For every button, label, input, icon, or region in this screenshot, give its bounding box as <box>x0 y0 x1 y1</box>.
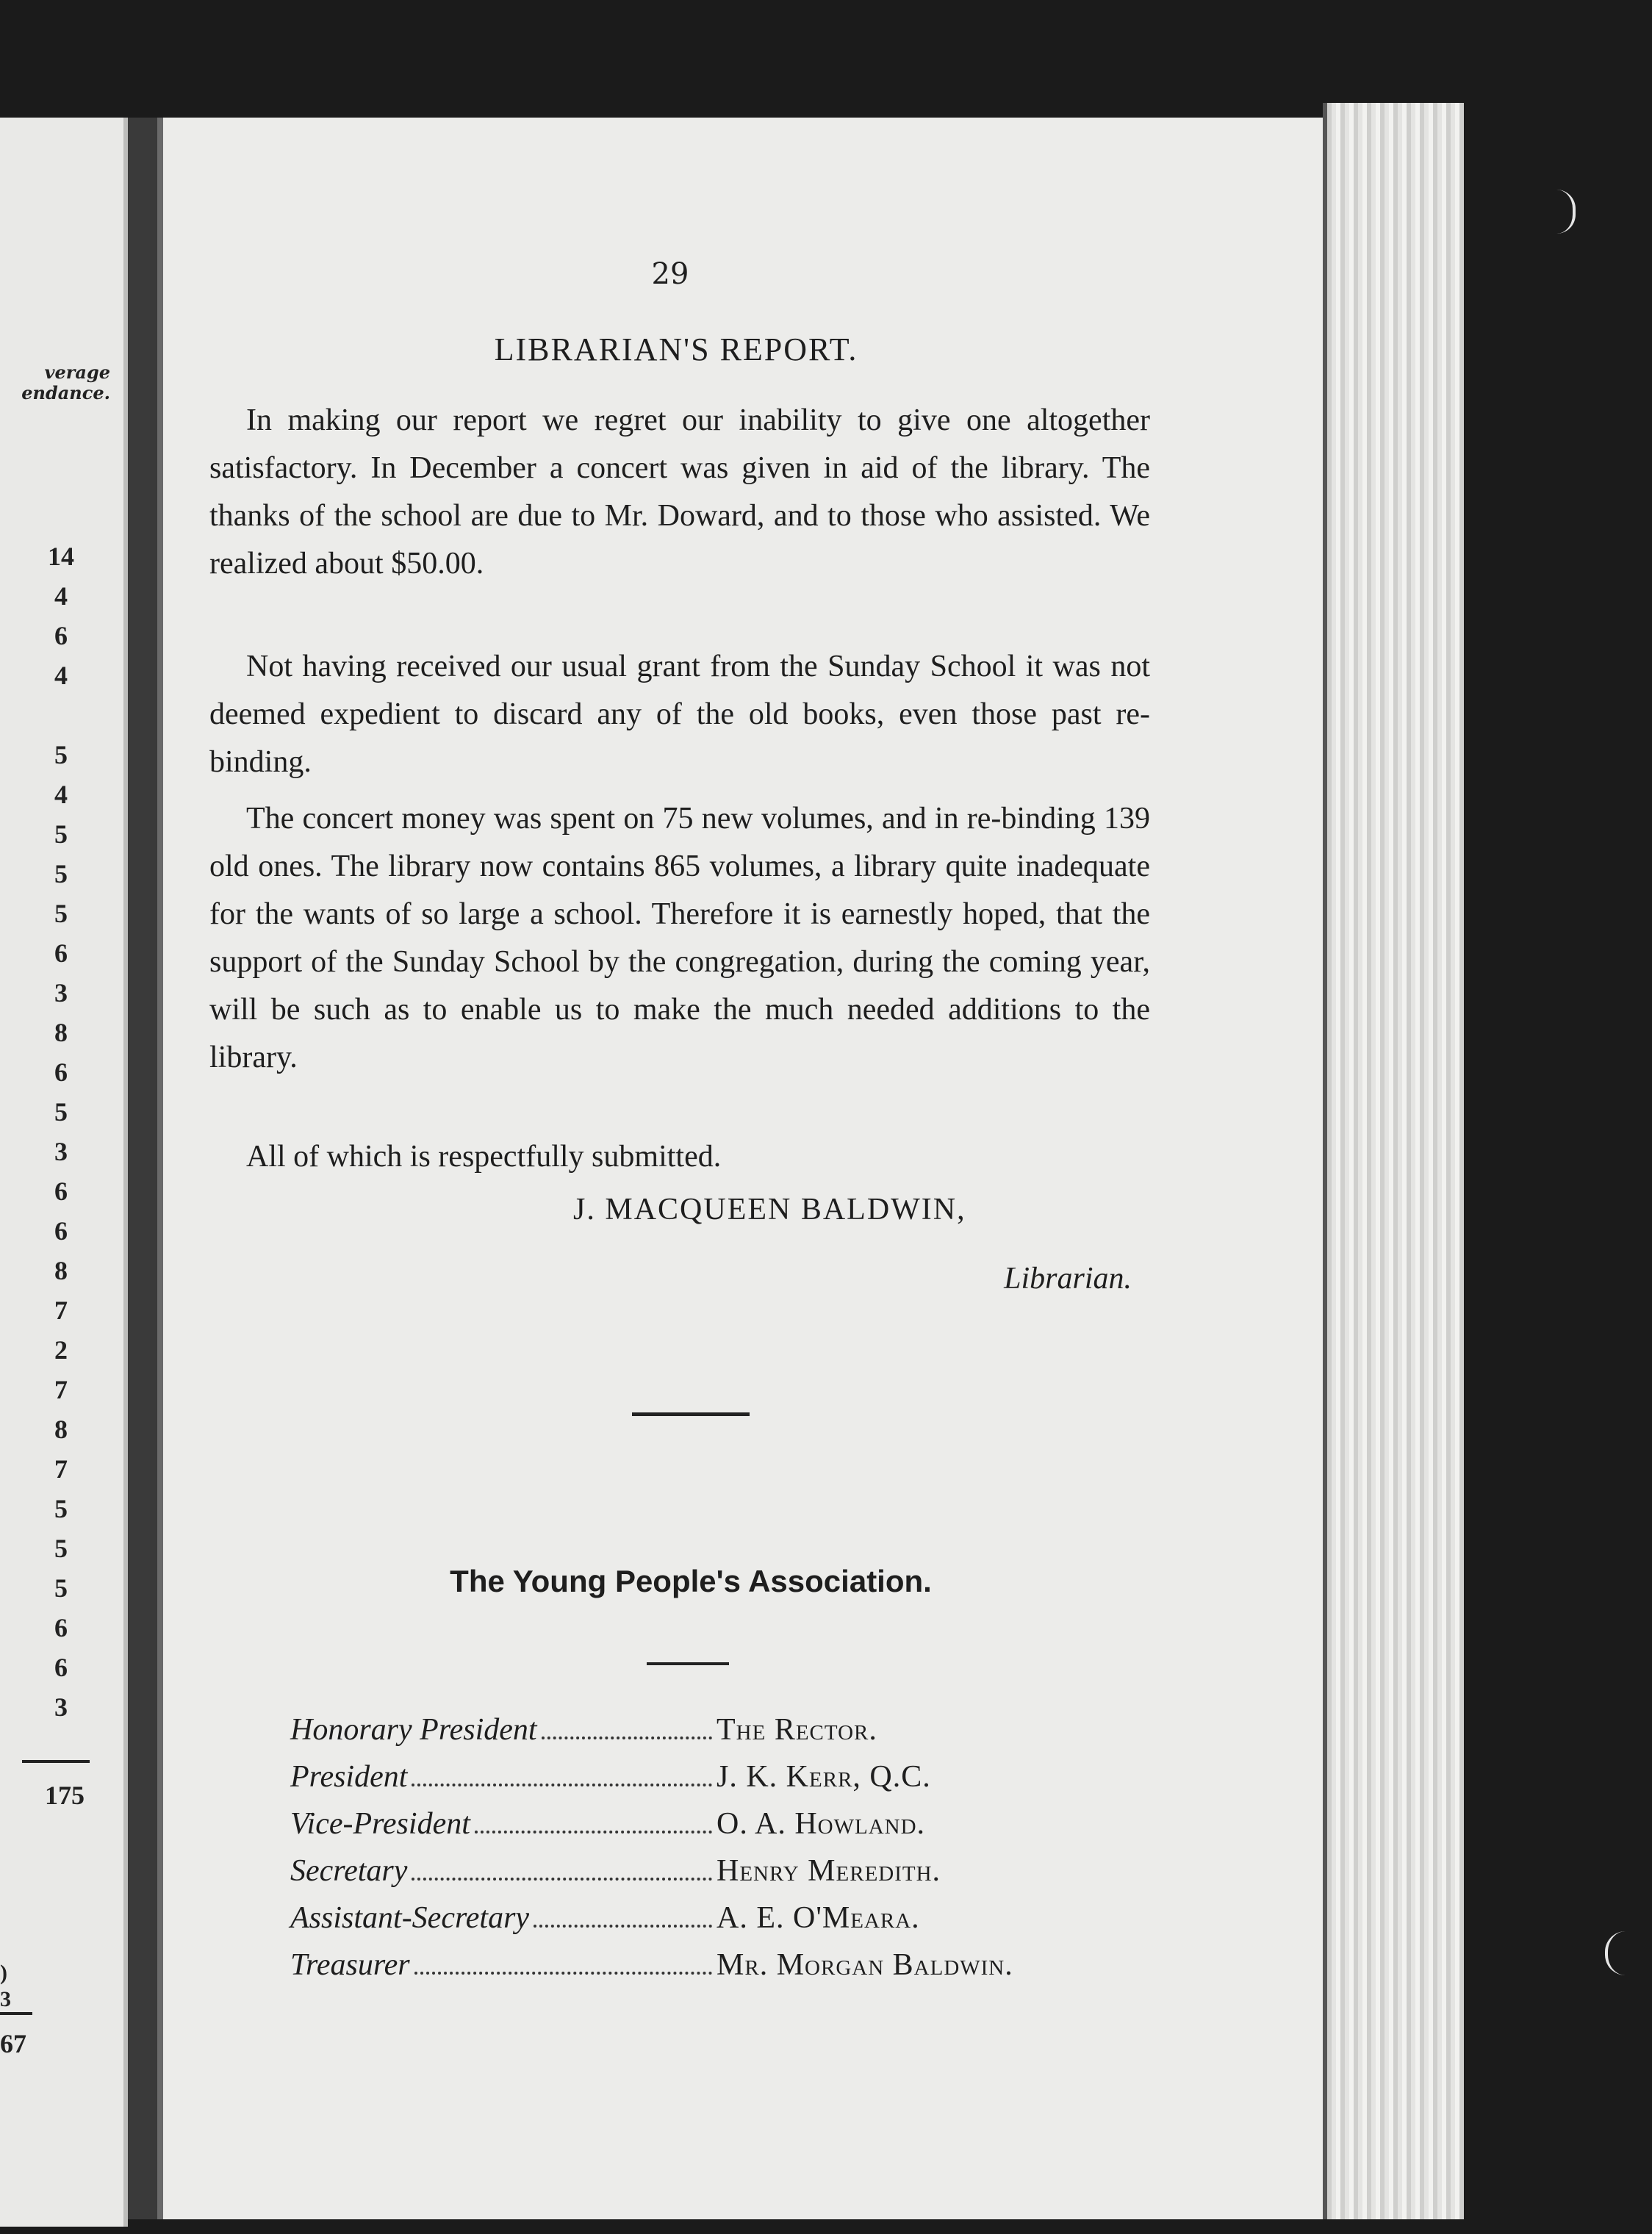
attendance-value: 5 <box>54 1097 68 1127</box>
attendance-value: 2 <box>54 1335 68 1365</box>
attendance-value: 5 <box>54 1534 68 1563</box>
signature-name: J. MACQUEEN BALDWIN, <box>573 1193 966 1226</box>
officer-name: The Rector. <box>717 1713 877 1747</box>
report-paragraph: All of which is respectfully submitted. <box>246 1140 722 1174</box>
previous-page-column-header <box>0 362 110 403</box>
cut-off-mark: ) <box>0 1961 7 1985</box>
association-heading: The Young People's Association. <box>450 1564 932 1598</box>
report-title: LIBRARIAN'S REPORT. <box>494 331 858 367</box>
cut-off-mark: 3 <box>0 1987 11 2011</box>
page-number: 29 <box>651 257 689 291</box>
attendance-value: 6 <box>54 1177 68 1206</box>
attendance-value: 6 <box>54 1216 68 1246</box>
attendance-value: 3 <box>54 1137 68 1166</box>
officer-row <box>290 1900 1128 1947</box>
attendance-column <box>35 536 87 1727</box>
total-rule <box>22 1760 90 1763</box>
heading-divider <box>647 1662 729 1665</box>
dot-leader <box>412 1784 712 1786</box>
attendance-value: 6 <box>54 1653 68 1682</box>
officer-name: J. K. Kerr, Q.C. <box>717 1760 931 1794</box>
attendance-value: 7 <box>54 1296 68 1325</box>
previous-page-fragment <box>0 118 128 2227</box>
officer-name: Mr. Morgan Baldwin. <box>717 1948 1013 1982</box>
attendance-value: 7 <box>54 1375 68 1404</box>
report-paragraph: The concert money was spent on 75 new volumes, and in re-binding 139 old ones. The library now contains 865 volumes, a library quite inadequate for the wants of so large a school. Therefore it is earnestly hoped, that the support of the Sunday School by the congregation, during the coming year, will be such as to enable us to make the much needed additions to the library. <box>209 802 1150 1074</box>
attendance-value: 6 <box>54 938 68 968</box>
officer-role: President <box>290 1760 408 1794</box>
attendance-value: 8 <box>54 1018 68 1047</box>
attendance-value: 8 <box>54 1256 68 1285</box>
attendance-value: 7 <box>54 1454 68 1484</box>
attendance-value: 5 <box>54 1573 68 1603</box>
officer-role: Treasurer <box>290 1948 410 1982</box>
section-divider <box>632 1412 750 1416</box>
officer-row <box>290 1806 1128 1853</box>
dot-leader <box>542 1736 712 1739</box>
attendance-value: 5 <box>54 899 68 928</box>
margin-mark <box>1605 1931 1626 1975</box>
cut-off-total: 67 <box>0 2029 26 2058</box>
attendance-value: 6 <box>54 1057 68 1087</box>
officer-row <box>290 1759 1128 1806</box>
officer-role: Honorary President <box>290 1713 537 1747</box>
attendance-value: 5 <box>54 859 68 888</box>
attendance-value <box>35 695 87 735</box>
attendance-value: 14 <box>48 542 74 571</box>
column-header-line: endance. <box>21 382 110 403</box>
attendance-value: 5 <box>54 1494 68 1523</box>
margin-mark <box>1556 190 1576 234</box>
officer-row <box>290 1712 1128 1759</box>
attendance-value: 4 <box>54 661 68 690</box>
dot-leader <box>412 1878 712 1881</box>
officer-role: Secretary <box>290 1854 408 1888</box>
officer-name: Henry Meredith. <box>717 1854 941 1888</box>
attendance-value: 5 <box>54 819 68 849</box>
attendance-value: 5 <box>54 740 68 769</box>
signature-title: Librarian. <box>1004 1262 1132 1296</box>
officer-role: Vice-President <box>290 1807 470 1841</box>
column-header-line: verage <box>44 362 110 383</box>
attendance-value: 8 <box>54 1415 68 1444</box>
bottom-rule <box>0 2012 32 2015</box>
report-paragraph: In making our report we regret our inability to give one altogether satisfactory. In December a concert was given in aid of the library. The thanks of the school are due to Mr. Doward, and to those who assisted. We realized about $50.00. <box>209 403 1150 581</box>
dot-leader <box>475 1831 712 1833</box>
officer-name: A. E. O'Meara. <box>717 1901 920 1935</box>
page-edges <box>1323 103 1464 2219</box>
attendance-value: 6 <box>54 621 68 650</box>
attendance-value: 6 <box>54 1613 68 1642</box>
officer-row <box>290 1947 1128 1994</box>
officer-role: Assistant-Secretary <box>290 1901 530 1935</box>
cut-off-values <box>0 1961 29 2059</box>
officers-list <box>290 1712 1128 1994</box>
officer-row <box>290 1853 1128 1900</box>
dot-leader <box>534 1925 712 1928</box>
attendance-value: 3 <box>54 978 68 1008</box>
attendance-value: 4 <box>54 581 68 611</box>
dot-leader <box>414 1972 712 1975</box>
attendance-value: 3 <box>54 1692 68 1722</box>
report-paragraph: Not having received our usual grant from the Sunday School it was not deemed expedient to discard any of the old books, even those past re-binding. <box>209 650 1150 779</box>
attendance-value: 4 <box>54 780 68 809</box>
attendance-total: 175 <box>45 1781 85 1810</box>
officer-name: O. A. Howland. <box>717 1807 926 1841</box>
